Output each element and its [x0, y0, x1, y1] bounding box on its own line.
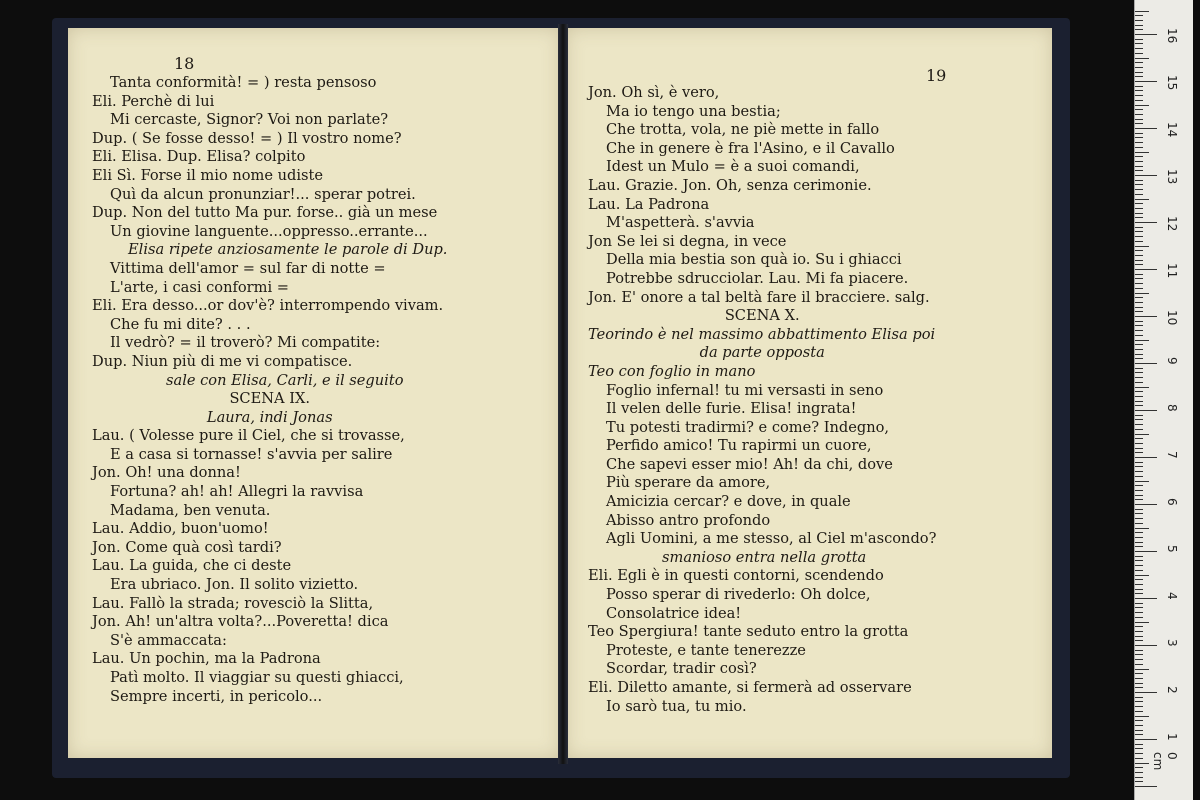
ruler-tick [1135, 311, 1143, 312]
text-line: Lau. La Padrona [588, 195, 710, 213]
ruler-tick [1135, 344, 1143, 345]
text-line: da parte opposta [699, 344, 825, 362]
ruler-tick [1135, 546, 1143, 547]
ruler-tick [1135, 706, 1143, 707]
ruler-tick [1135, 208, 1143, 209]
ruler-tick [1135, 466, 1143, 467]
ruler-tick [1135, 302, 1143, 303]
ruler-tick [1135, 692, 1157, 693]
text-line: Io sarò tua, tu mio. [606, 697, 747, 715]
text-line: Lau. La guida, che ci deste [92, 557, 292, 575]
ruler-tick [1135, 593, 1143, 594]
ruler-tick [1135, 76, 1143, 77]
text-line: Jon. E' onore a tal beltà fare il bracciere. salg. [588, 288, 930, 306]
ruler-tick [1135, 603, 1143, 604]
text-line: Jon. Oh sì, è vero, [588, 84, 720, 101]
ruler-number: 5 [1165, 545, 1179, 553]
ruler-tick [1135, 589, 1143, 590]
text-line: Potrebbe sdrucciolar. Lau. Mi fa piacere. [606, 269, 909, 287]
ruler-tick [1135, 438, 1143, 439]
ruler-tick [1135, 626, 1143, 627]
text-line: Più sperare da amore, [606, 474, 771, 492]
text-line: Posso sperar di rivederlo: Oh dolce, [606, 586, 871, 604]
ruler-tick [1135, 640, 1143, 641]
ruler-tick [1135, 772, 1143, 773]
ruler-tick [1135, 236, 1143, 237]
left-page-number: 18 [174, 54, 195, 73]
text-line: smanioso entra nella grotta [662, 548, 867, 566]
ruler-tick [1135, 363, 1157, 364]
ruler-number: 11 [1165, 263, 1179, 279]
ruler-tick [1135, 499, 1143, 500]
ruler-tick [1135, 720, 1143, 721]
text-line: Dup. Non del tutto Ma pur. forse.. già un mese [92, 204, 438, 222]
text-line: Mi cercaste, Signor? Voi non parlate? [110, 111, 389, 129]
ruler-tick [1135, 659, 1143, 660]
ruler-tick [1135, 246, 1149, 247]
ruler-tick [1135, 25, 1143, 26]
ruler-tick [1135, 716, 1149, 717]
ruler-tick [1135, 443, 1143, 444]
text-line: Consolatrice idea! [606, 604, 742, 622]
text-line: Laura, indi Jonas [206, 408, 333, 426]
text-line: S'è ammaccata: [110, 631, 227, 649]
ruler-number: 14 [1165, 122, 1179, 138]
ruler-tick [1135, 62, 1143, 63]
ruler-number: 8 [1165, 404, 1179, 412]
ruler-tick [1135, 410, 1157, 411]
text-line: SCENA X. [724, 307, 800, 325]
text-line: Tu potesti tradirmi? e come? Indegno, [606, 418, 890, 436]
ruler-tick [1135, 636, 1143, 637]
ruler-tick [1135, 476, 1143, 477]
ruler-tick [1135, 147, 1143, 148]
text-line: Era ubriaco. Jon. Il solito vizietto. [110, 576, 359, 594]
text-line: Che trotta, vola, ne piè mette in fallo [606, 121, 880, 139]
text-line: Un giovine languente...oppresso..errante... [110, 222, 428, 240]
ruler-tick [1135, 415, 1143, 416]
text-line: Della mia bestia son quà io. Su i ghiacci [606, 251, 902, 269]
ruler-number: 1 [1165, 733, 1179, 741]
ruler-tick [1135, 231, 1143, 232]
text-line: Jon. Oh! una donna! [92, 464, 241, 482]
text-line: Lau. Un pochin, ma la Padrona [92, 650, 321, 668]
right-page-number: 19 [926, 66, 947, 85]
ruler-tick [1135, 340, 1149, 341]
text-line: Teorindo è nel massimo abbattimento Elisa poi [588, 325, 936, 343]
ruler-tick [1135, 39, 1143, 40]
ruler-tick [1135, 551, 1157, 552]
ruler-tick [1135, 560, 1143, 561]
text-line: M'aspetterà. s'avvia [606, 214, 755, 232]
text-line: Foglio infernal! tu mi versasti in seno [606, 381, 884, 399]
ruler-tick [1135, 354, 1143, 355]
ruler-tick [1135, 377, 1143, 378]
ruler-tick [1135, 734, 1143, 735]
ruler-tick [1135, 452, 1143, 453]
text-line: Dup. ( Se fosse desso! = ) Il vostro nome? [92, 129, 402, 147]
ruler-tick [1135, 542, 1143, 543]
ruler-tick [1135, 485, 1143, 486]
ruler-number: 2 [1165, 686, 1179, 694]
ruler-tick [1135, 114, 1143, 115]
ruler-tick [1135, 288, 1143, 289]
ruler-tick [1135, 617, 1143, 618]
ruler-tick [1135, 203, 1143, 204]
right-page-text [588, 84, 936, 716]
ruler-tick [1135, 199, 1149, 200]
ruler-tick [1135, 11, 1149, 12]
text-line: Che sapevi esser mio! Ah! da chi, dove [606, 455, 893, 473]
measurement-ruler [1134, 0, 1193, 800]
ruler-tick [1135, 349, 1143, 350]
ruler-tick [1135, 170, 1143, 171]
ruler-tick [1135, 297, 1143, 298]
ruler-tick [1135, 711, 1143, 712]
text-line: Che fu mi dite? . . . [110, 315, 251, 333]
ruler-tick [1135, 401, 1143, 402]
ruler-tick [1135, 777, 1143, 778]
ruler-number: 6 [1165, 498, 1179, 506]
ruler-tick [1135, 264, 1143, 265]
text-line: Idest un Mulo = è a suoi comandi, [606, 158, 860, 176]
ruler-tick [1135, 673, 1143, 674]
ruler-tick [1135, 513, 1143, 514]
ruler-tick [1135, 683, 1143, 684]
ruler-tick [1135, 391, 1143, 392]
text-line: Jon Se lei si degna, in vece [588, 232, 787, 250]
text-line: sale con Elisa, Carli, e il seguito [166, 371, 404, 389]
ruler-tick [1135, 424, 1143, 425]
ruler-tick [1135, 758, 1143, 759]
ruler-tick [1135, 58, 1149, 59]
ruler-tick [1135, 730, 1143, 731]
text-line: Amicizia cercar? e dove, in quale [606, 493, 851, 511]
ruler-tick [1135, 598, 1157, 599]
left-page-text [92, 74, 447, 706]
ruler-tick [1135, 481, 1149, 482]
ruler-tick [1135, 133, 1143, 134]
text-line: Madama, ben venuta. [110, 501, 271, 519]
ruler-tick [1135, 518, 1143, 519]
ruler-tick [1135, 109, 1143, 110]
ruler-tick [1135, 29, 1143, 30]
ruler-tick [1135, 537, 1143, 538]
ruler-tick [1135, 278, 1143, 279]
ruler-tick [1135, 184, 1143, 185]
ruler-tick [1135, 678, 1143, 679]
text-line: Lau. ( Volesse pure il Ciel, che si trovasse, [92, 427, 405, 445]
text-line: Eli. Perchè di lui [92, 92, 215, 110]
ruler-number: 16 [1165, 28, 1179, 44]
ruler-tick [1135, 462, 1143, 463]
text-line: Eli. Diletto amante, si fermerà ad osservare [588, 679, 912, 696]
text-line: L'arte, i casi conformi = [110, 278, 290, 296]
ruler-tick [1135, 739, 1157, 740]
ruler-tick [1135, 650, 1143, 651]
ruler-tick [1135, 213, 1143, 214]
ruler-tick [1135, 645, 1157, 646]
ruler-tick [1135, 222, 1157, 223]
ruler-tick [1135, 86, 1143, 87]
ruler-tick [1135, 255, 1143, 256]
ruler-number: 15 [1165, 75, 1179, 91]
text-line: Agli Uomini, a me stesso, al Ciel m'ascondo? [606, 530, 937, 548]
text-line: Scordar, tradir così? [606, 660, 757, 678]
ruler-tick [1135, 419, 1143, 420]
ruler-tick [1135, 335, 1143, 336]
ruler-tick [1135, 34, 1157, 35]
ruler-tick [1135, 448, 1143, 449]
ruler-tick [1135, 321, 1143, 322]
ruler-number: 9 [1165, 357, 1179, 365]
ruler-tick [1135, 156, 1143, 157]
text-line: Perfido amico! Tu rapirmi un cuore, [606, 437, 872, 455]
text-line: Teo con foglio in mano [588, 362, 756, 380]
ruler-tick [1135, 128, 1157, 129]
ruler-tick [1135, 471, 1143, 472]
ruler-tick [1135, 396, 1143, 397]
ruler-tick [1135, 763, 1149, 764]
text-line: Eli. Elisa. Dup. Elisa? colpito [92, 148, 306, 166]
text-line: Fortuna? ah! ah! Allegri la ravvisa [110, 483, 364, 501]
ruler-tick [1135, 194, 1143, 195]
ruler-tick [1135, 579, 1143, 580]
ruler-tick [1135, 434, 1149, 435]
ruler-tick [1135, 631, 1143, 632]
ruler-tick [1135, 48, 1143, 49]
ruler-tick [1135, 570, 1143, 571]
text-line: Eli. Egli è in questi contorni, scendendo [588, 567, 884, 585]
ruler-tick [1135, 753, 1143, 754]
text-line: Il velen delle furie. Elisa! ingrata! [606, 400, 857, 418]
text-line: Abisso antro profondo [606, 511, 771, 529]
text-line: Il vedrò? = il troverò? Mi compatite: [110, 334, 381, 352]
ruler-tick [1135, 490, 1143, 491]
ruler-tick [1135, 81, 1157, 82]
text-line: Jon. Ah! un'altra volta?...Poveretta! dica [92, 613, 389, 631]
ruler-tick [1135, 669, 1149, 670]
ruler-tick [1135, 166, 1143, 167]
text-line: Patì molto. Il viaggiar su questi ghiacci, [110, 669, 404, 686]
ruler-tick [1135, 405, 1143, 406]
ruler-tick [1135, 307, 1143, 308]
text-line: Dup. Niun più di me vi compatisce. [92, 352, 353, 370]
text-line: Jon. Come quà così tardi? [92, 538, 282, 556]
ruler-tick [1135, 532, 1143, 533]
ruler-tick [1135, 457, 1157, 458]
ruler-number: 12 [1165, 216, 1179, 232]
ruler-tick [1135, 687, 1143, 688]
ruler-tick [1135, 269, 1157, 270]
text-line: Tanta conformità! = ) resta pensoso [110, 74, 377, 91]
book-gutter [558, 24, 568, 764]
ruler-number: 7 [1165, 451, 1179, 459]
text-line: Eli Sì. Forse il mio nome udiste [92, 166, 324, 184]
ruler-tick [1135, 382, 1143, 383]
text-line: Teo Spergiura! tante seduto entro la grotta [588, 623, 909, 641]
ruler-tick [1135, 781, 1143, 782]
ruler-tick [1135, 283, 1143, 284]
ruler-tick [1135, 20, 1143, 21]
ruler-tick [1135, 495, 1143, 496]
ruler-tick [1135, 274, 1143, 275]
ruler-tick [1135, 100, 1143, 101]
ruler-tick [1135, 786, 1157, 787]
ruler-tick [1135, 316, 1157, 317]
ruler-tick [1135, 584, 1143, 585]
ruler-tick [1135, 119, 1143, 120]
ruler-tick [1135, 142, 1143, 143]
text-line: E a casa si tornasse! s'avvia per salire [110, 445, 393, 463]
ruler-tick [1135, 325, 1143, 326]
ruler-tick [1135, 250, 1143, 251]
ruler-tick [1135, 701, 1143, 702]
ruler-tick [1135, 152, 1149, 153]
ruler-tick [1135, 53, 1143, 54]
ruler-tick [1135, 227, 1143, 228]
text-line: Quì da alcun pronunziar!... sperar potrei. [110, 185, 416, 203]
ruler-tick [1135, 622, 1149, 623]
ruler-tick [1135, 523, 1143, 524]
ruler-tick [1135, 368, 1143, 369]
text-line: Che in genere è fra l'Asino, e il Cavallo [606, 139, 895, 157]
ruler-zero-label: 0 cm [1151, 752, 1179, 771]
ruler-tick [1135, 387, 1149, 388]
ruler-tick [1135, 330, 1143, 331]
ruler-tick [1135, 241, 1143, 242]
ruler-number: 4 [1165, 592, 1179, 600]
text-line: Eli. Era desso...or dov'è? interrompendo vivam. [92, 297, 444, 315]
text-line: Lau. Fallò la strada; rovesciò la Slitta, [92, 594, 374, 612]
ruler-tick [1135, 372, 1143, 373]
ruler-tick [1135, 189, 1143, 190]
ruler-tick [1135, 429, 1143, 430]
ruler-tick [1135, 105, 1149, 106]
text-line: Elisa ripete anziosamente le parole di Dup. [128, 241, 448, 259]
ruler-tick [1135, 260, 1143, 261]
ruler-number: 10 [1165, 310, 1179, 326]
ruler-tick [1135, 509, 1143, 510]
ruler-tick [1135, 664, 1143, 665]
ruler-tick [1135, 565, 1143, 566]
ruler-tick [1135, 217, 1143, 218]
ruler-tick [1135, 504, 1157, 505]
ruler-tick [1135, 90, 1143, 91]
text-line: Proteste, e tante tenerezze [606, 641, 806, 659]
text-line: Vittima dell'amor = sul far di notte = [110, 259, 386, 277]
ruler-tick [1135, 697, 1143, 698]
ruler-number: 13 [1165, 169, 1179, 185]
ruler-tick [1135, 137, 1143, 138]
ruler-tick [1135, 612, 1143, 613]
ruler-tick [1135, 15, 1143, 16]
ruler-tick [1135, 528, 1149, 529]
ruler-tick [1135, 767, 1143, 768]
ruler-tick [1135, 180, 1143, 181]
ruler-tick [1135, 575, 1149, 576]
ruler-tick [1135, 654, 1143, 655]
text-line: Lau. Grazie. Jon. Oh, senza cerimonie. [588, 176, 872, 194]
ruler-tick [1135, 748, 1143, 749]
ruler-tick [1135, 744, 1143, 745]
ruler-tick [1135, 358, 1143, 359]
ruler-tick [1135, 123, 1143, 124]
ruler-number: 3 [1165, 639, 1179, 647]
ruler-tick [1135, 161, 1143, 162]
ruler-tick [1135, 43, 1143, 44]
ruler-tick [1135, 293, 1149, 294]
ruler-tick [1135, 175, 1157, 176]
ruler-tick [1135, 95, 1143, 96]
ruler-tick [1135, 72, 1143, 73]
ruler-tick [1135, 607, 1143, 608]
ruler-tick [1135, 725, 1143, 726]
ruler-tick [1135, 556, 1143, 557]
text-line: Ma io tengo una bestia; [606, 102, 781, 120]
text-line: Lau. Addio, buon'uomo! [92, 520, 269, 538]
text-line: Sempre incerti, in pericolo... [110, 687, 323, 705]
text-line: SCENA IX. [229, 390, 310, 408]
ruler-tick [1135, 67, 1143, 68]
